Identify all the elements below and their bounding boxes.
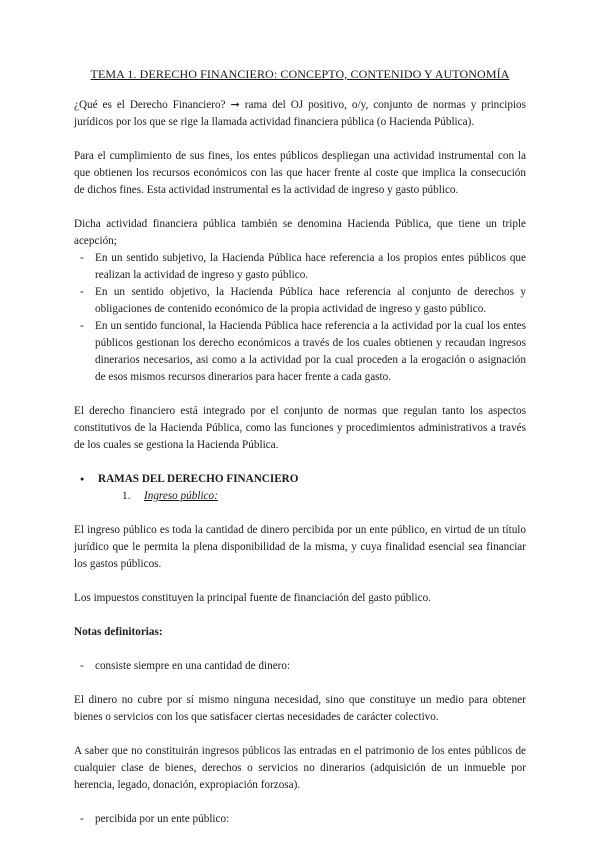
subsection-label: Ingreso público: [144,490,218,502]
section-heading-ramas: ● RAMAS DEL DERECHO FINANCIERO [80,471,526,488]
paragraph-definition: ¿Qué es el Derecho Financiero? ➞ rama del OJ positivo, o/y, conjunto de normas y principios jurídicos por los que se rige la llamada actividad financiera pública (o Hacienda Pública). [74,99,526,128]
acepciones-list [74,250,526,386]
list-item: - consiste siempre en una cantidad de dinero: [80,658,526,675]
subsection-ingreso [122,488,526,505]
list-item: - En un sentido funcional, la Hacienda Pública hace referencia a la actividad por la cual los entes públicos gestionan los derecho económicos a través de los cuales obtienen y recaudan ingresos dinerarios necesarios, asi como a la actividad por la cual proceden a la erogación o asignación de esos mismos recursos dinerarios para hacer frente a cada gasto. [80,318,526,386]
paragraph-ingreso-definition: El ingreso público es toda la cantidad de dinero percibida por un ente público, en virtud de un título jurídico que le permita la plena disponibilidad de la misma, y cuya finalidad esencial sea financiar los gastos públicos. [74,524,526,570]
list-item: - En un sentido objetivo, la Hacienda Pública hace referencia al conjunto de derechos y obligaciones de contenido económico de la propia actividad de ingreso y gasto público. [80,284,526,318]
notas-heading: Notas definitorias: [74,626,163,638]
nota-list-1 [74,658,526,675]
list-item: - En un sentido subjetivo, la Hacienda Pública hace referencia a los propios entes públicos que realizan la actividad de ingreso y gasto público. [80,250,526,284]
paragraph-purpose: Para el cumplimiento de sus fines, los entes públicos despliegan una actividad instrumental con la que obtienen los recursos económicos con las que hacer frente al coste que implica la consecución de dichos fines. Esta actividad instrumental es la actividad de ingreso y gasto público. [74,150,526,196]
subsection-number: 1. [122,490,131,502]
paragraph-integration: El derecho financiero está integrado por el conjunto de normas que regulan tanto los aspectos constitutivos de la Hacienda Pública, como las funciones y procedimientos administrativos a través de los cuales se gestiona la Hacienda Pública. [74,405,526,451]
list-item: - percibida por un ente público: [80,811,526,828]
document-title: TEMA 1. DERECHO FINANCIERO: CONCEPTO, CONTENIDO Y AUTONOMÍA [90,67,510,81]
paragraph-dinero: El dinero no cubre por sí mismo ninguna necesidad, sino que constituye un medio para obtener bienes o servicios con los que satisfacer ciertas necesidades de carácter colectivo. [74,694,526,723]
paragraph-hacienda: Dicha actividad financiera pública también se denomina Hacienda Pública, que tiene un triple acepción; [74,218,526,247]
document-page [74,66,526,828]
paragraph-impuestos: Los impuestos constituyen la principal fuente de financiación del gasto público. [74,592,431,604]
paragraph-a-saber: A saber que no constituirán ingresos públicos las entradas en el patrimonio de los entes públicos de cualquier clase de bienes, derechos o servicios no dinerarios (adquisición de un inmueble por herencia, legado, donación, expropiación forzosa). [74,745,526,791]
nota-list-2 [74,811,526,828]
